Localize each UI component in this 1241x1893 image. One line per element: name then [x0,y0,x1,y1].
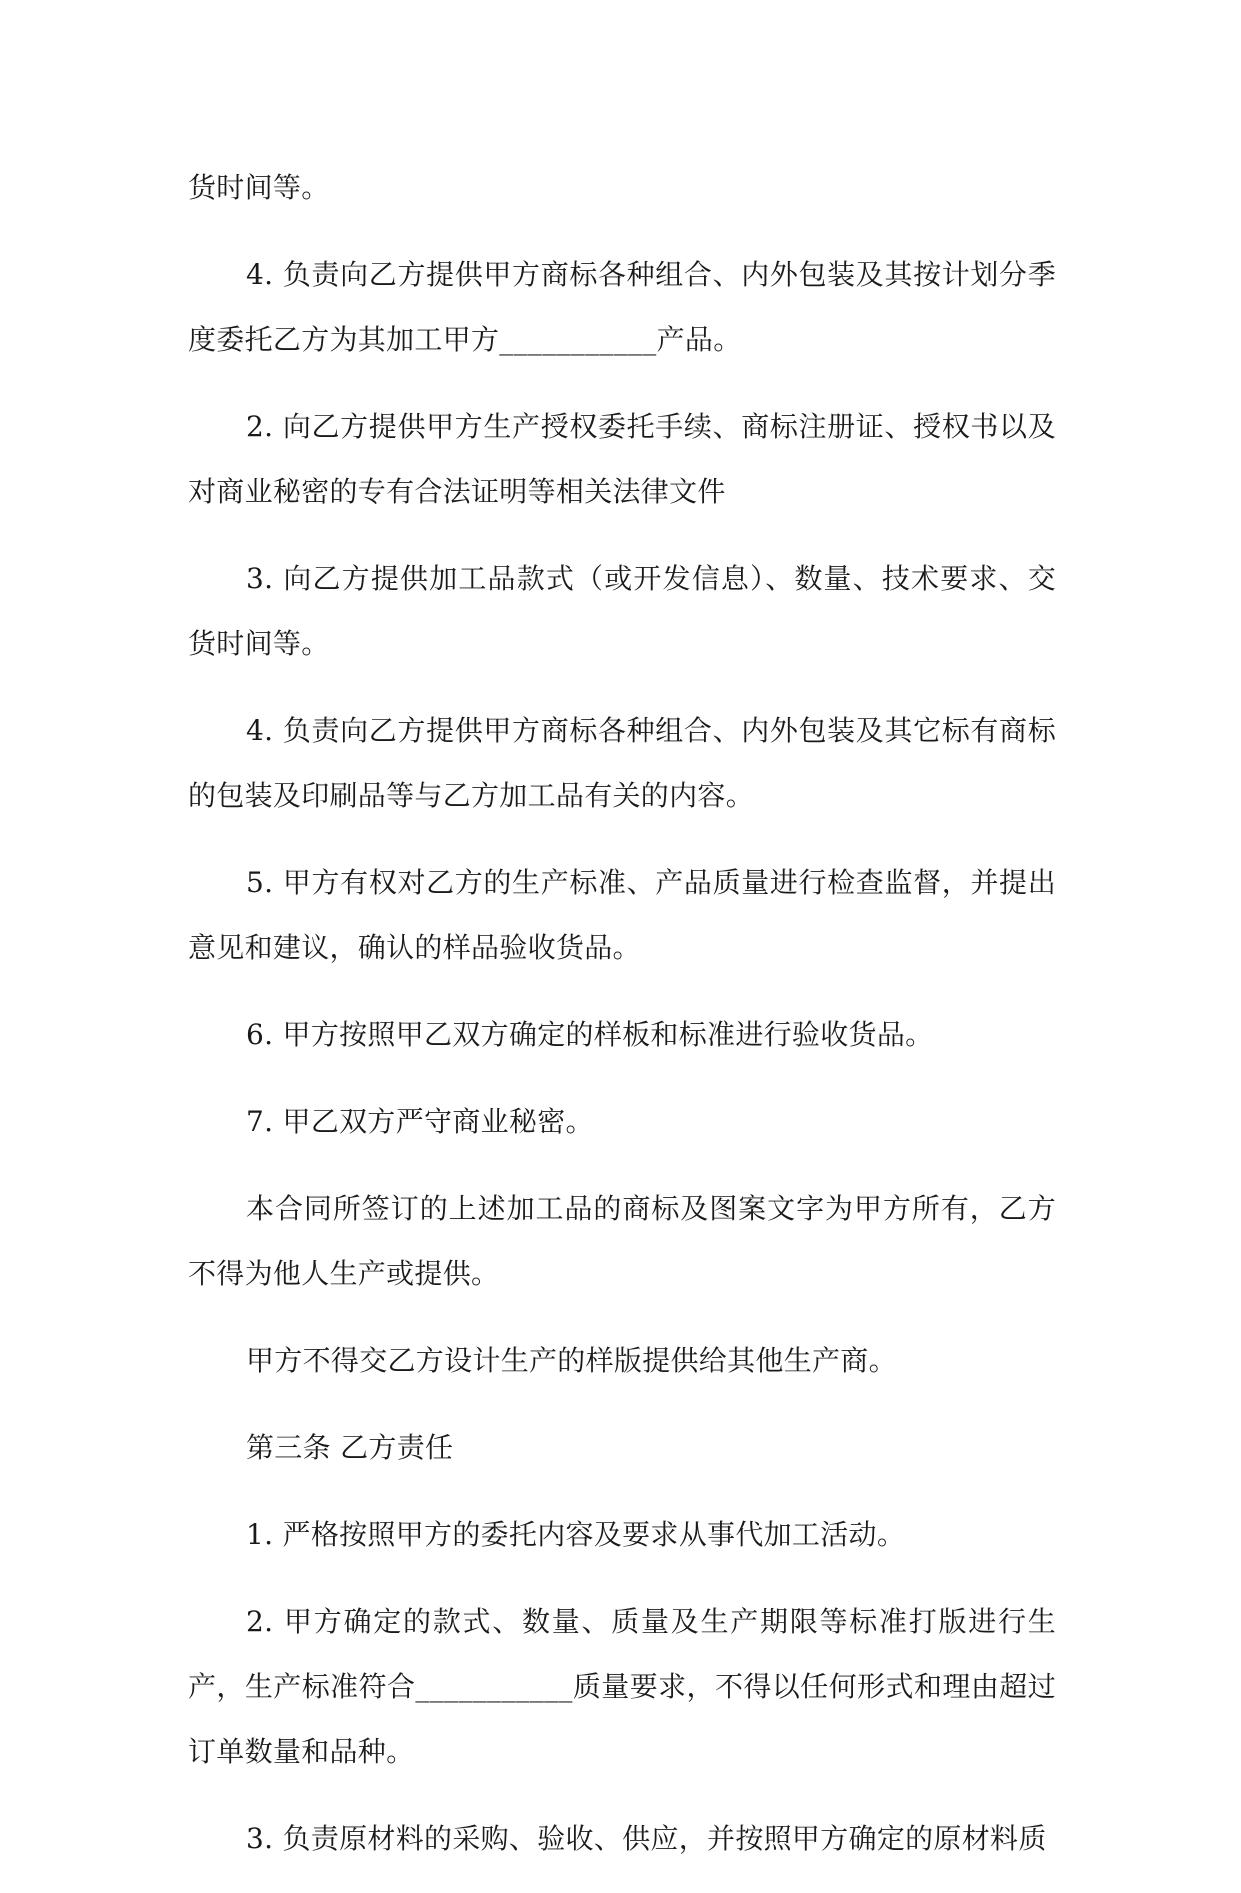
paragraph-party-b-clause-1: 1. 严格按照甲方的委托内容及要求从事代加工活动。 [246,1518,906,1551]
document-body [188,155,1056,1893]
paragraph-clause-5-inspection: 5. 甲方有权对乙方的生产标准、产品质量进行检查监督，并提出意见和建议，确认的样品验收货品。 [188,866,1056,964]
paragraph-sample-restriction: 甲方不得交乙方设计生产的样版提供给其他生产商。 [246,1344,897,1377]
paragraph-continuation: 货时间等。 [188,171,330,204]
paragraph-clause-4-trademark-packaging: 4. 负责向乙方提供甲方商标各种组合、内外包装及其它标有商标的包装及印刷品等与乙方加工品有关的内容。 [188,714,1056,812]
paragraph-clause-4-packaging-plan: 4. 负责向乙方提供甲方商标各种组合、内外包装及其按计划分季度委托乙方为其加工甲方___________产品。 [188,258,1056,356]
section-heading-article-3: 第三条 乙方责任 [246,1431,454,1464]
paragraph-clause-2-legal-documents: 2. 向乙方提供甲方生产授权委托手续、商标注册证、授权书以及对商业秘密的专有合法证明等相关法律文件 [188,410,1056,508]
paragraph-party-b-clause-3: 3. 负责原材料的采购、验收、供应，并按照甲方确定的原材料质 [246,1822,1047,1855]
paragraph-trademark-ownership: 本合同所签订的上述加工品的商标及图案文字为甲方所有，乙方不得为他人生产或提供。 [188,1192,1056,1290]
paragraph-party-b-clause-2: 2. 甲方确定的款式、数量、质量及生产期限等标准打版进行生产，生产标准符合___________质量要求，不得以任何形式和理由超过订单数量和品种。 [188,1605,1056,1768]
paragraph-clause-6-acceptance: 6. 甲方按照甲乙双方确定的样板和标准进行验收货品。 [246,1018,934,1051]
paragraph-clause-7-confidentiality: 7. 甲乙双方严守商业秘密。 [246,1105,594,1138]
paragraph-clause-3-product-specs: 3. 向乙方提供加工品款式（或开发信息）、数量、技术要求、交货时间等。 [188,562,1056,660]
